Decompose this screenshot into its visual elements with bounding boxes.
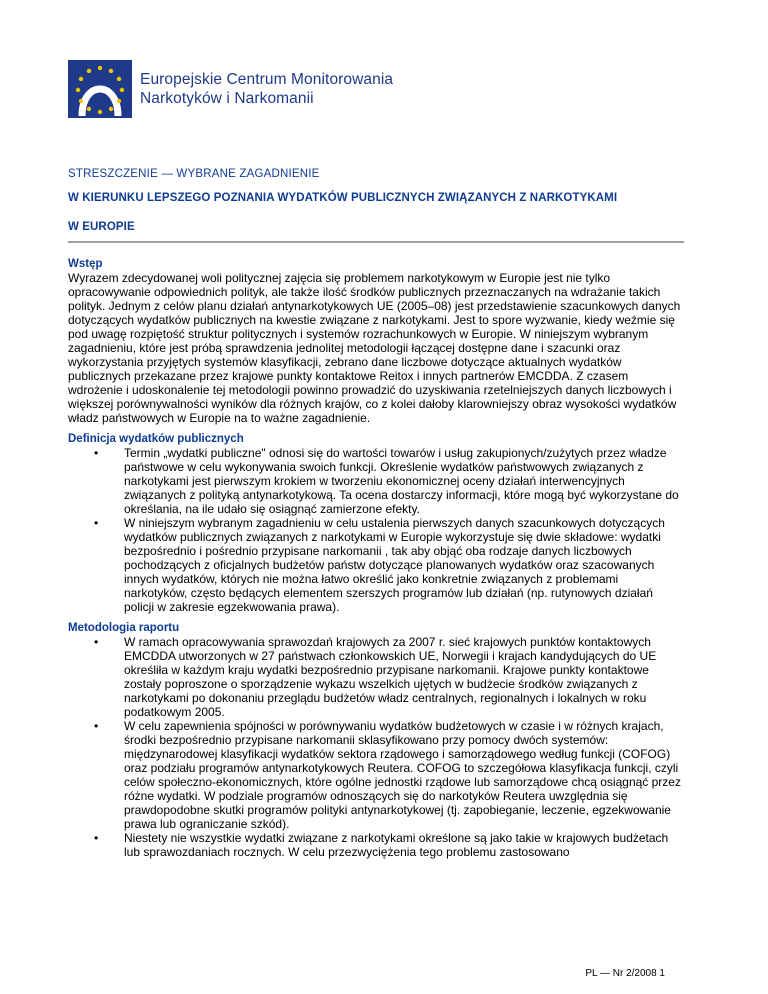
- methodology-list: [116, 635, 684, 859]
- page-footer: PL — Nr 2/2008 1: [585, 968, 665, 979]
- document-title-line-2: W EUROPIE: [68, 221, 135, 233]
- list-item: • Termin „wydatki publiczne" odnosi się do wartości towarów i usług zakupionych/zużytych przez władze państwowe w celu wykonywania swoich funkcji. Określenie wydatków państwowych związanych z narkotykami jest pierwszym krokiem w tworzeniu ekonomicznej oceny działań interwencyjnych związanych z polityką antynarkotykową. Ta ocena dostarczy informacji, które mogą być wykorzystane do określania, na ile udało się osiągnąć zamierzone efekty.: [116, 446, 684, 516]
- document-title-line-1: W KIERUNKU LEPSZEGO POZNANIA WYDATKÓW PUBLICZNYCH ZWIĄZANYCH Z NARKOTYKAMI: [68, 192, 618, 204]
- section-heading-definition: Definicja wydatków publicznych: [68, 433, 244, 445]
- section-heading-methodology: Metodologia raportu: [68, 622, 180, 634]
- section-definition: [68, 432, 684, 614]
- emcdda-logo-icon: [68, 60, 132, 118]
- list-item: • Niestety nie wszystkie wydatki związane z narkotykami określone są jako takie w krajowych budżetach lub sprawozdaniach rocznych. W celu przezwyciężenia tego problemu zastosowano: [116, 831, 684, 859]
- list-item: • W celu zapewnienia spójności w porównywaniu wydatków budżetowych w czasie i w różnych krajach, środki bezpośrednio przypisane narkomanii sklasyfikowano przy pomocy dwóch systemów: międzynarodowej klasyfikacji wydatków sektora rządowego i samorządowego według funkcji (COFOG) oraz podziału programów antynarkotykowych Reutera. COFOG to szczegółowa klasyfikacja funkcji, czyli celów społeczno-ekonomicznych, które ogólne jednostki rządowe lub samorządowe chcą osiągnąć przez różne wydatki. W podziale programów odnoszących się do narkotyków Reutera uwzględnia się prawdopodobne skutki programów polityki antynarkotykowej (tj. zapobieganie, leczenie, egzekwowanie prawa lub ograniczanie szkód).: [116, 719, 684, 831]
- section-heading-intro: Wstęp: [68, 258, 103, 270]
- org-name-line-1: Europejskie Centrum Monitorowania: [140, 71, 394, 88]
- org-name-line-2: Narkotyków i Narkomanii: [140, 90, 314, 107]
- header: [68, 60, 393, 118]
- list-item: • W ramach opracowywania sprawozdań krajowych za 2007 r. sieć krajowych punktów kontaktowych EMCDDA utworzonych w 27 państwach członkowskich UE, Norwegii i krajach kandydujących do UE określiła w każdym kraju wydatki bezpośrednio przypisane narkomanii. Krajowe punkty kontaktowe zostały poproszone o sporządzenie wykazu wszelkich ujętych w budżecie środków związanych z narkotykami po dokonaniu przeglądu budżetów władz centralnych, regionalnych i lokalnych w roku podatkowym 2005.: [116, 635, 684, 719]
- document-body: [68, 257, 684, 866]
- title-divider: [68, 241, 684, 243]
- list-item: • W niniejszym wybranym zagadnieniu w celu ustalenia pierwszych danych szacunkowych dotyczących wydatków publicznych związanych z narkotykami w Europie wykorzystuje się dwie składowe: wydatki bezpośrednio i pośrednio przypisane narkomanii , tak aby objąć oba rodzaje danych liczbowych pochodzących z oficjalnych budżetów państw dotyczące planowanych wydatków oraz szacowanych innych wydatków, których nie można łatwo określić jako konkretnie związanych z problemami narkotyków, często będących elementem szerszych programów lub działań (np. rutynowych działań policji w zakresie egzekwowania prawa).: [116, 516, 684, 614]
- org-name: [140, 70, 393, 108]
- section-intro: [68, 257, 684, 425]
- intro-paragraph: Wyrazem zdecydowanej woli politycznej zajęcia się problemem narkotykowym w Europie jest nie tylko opracowywanie odpowiednich polityk, ale także ilość środków publicznych przeznaczanych na wdrażanie takich polityk. Jednym z celów planu działań antynarkotykowych UE (2005–08) jest przedstawienie szacunkowych danych dotyczących wydatków publicznych na kwestie związane z narkotykami. Jest to spore wyzwanie, kiedy weźmie się pod uwagę rozpiętość struktur politycznych i systemów rozrachunkowych w Europie. W niniejszym wybranym zagadnieniu, które jest próbą sprawdzenia jednolitej metodologii łączącej dostępne dane i szacunki oraz wykorzystania przyjętych systemów klasyfikacji, zebrano dane liczbowe dotyczące aktualnych wydatków publicznych przekazane przez krajowe punkty kontaktowe Reitox i innych partnerów EMCDDA. Z czasem wdrożenie i udoskonalenie tej metodologii powinno prowadzić do uzyskiwania rzetelniejszych danych liczbowych i większej porównywalności wyników dla różnych krajów, co z kolei dałoby klarowniejszy obraz wysokości wydatków władz państwowych w Europie na to ważne zagadnienie.: [68, 271, 681, 425]
- document-kicker: STRESZCZENIE — WYBRANE ZAGADNIENIE: [68, 168, 320, 180]
- definition-list: [116, 446, 684, 614]
- section-methodology: [68, 621, 684, 859]
